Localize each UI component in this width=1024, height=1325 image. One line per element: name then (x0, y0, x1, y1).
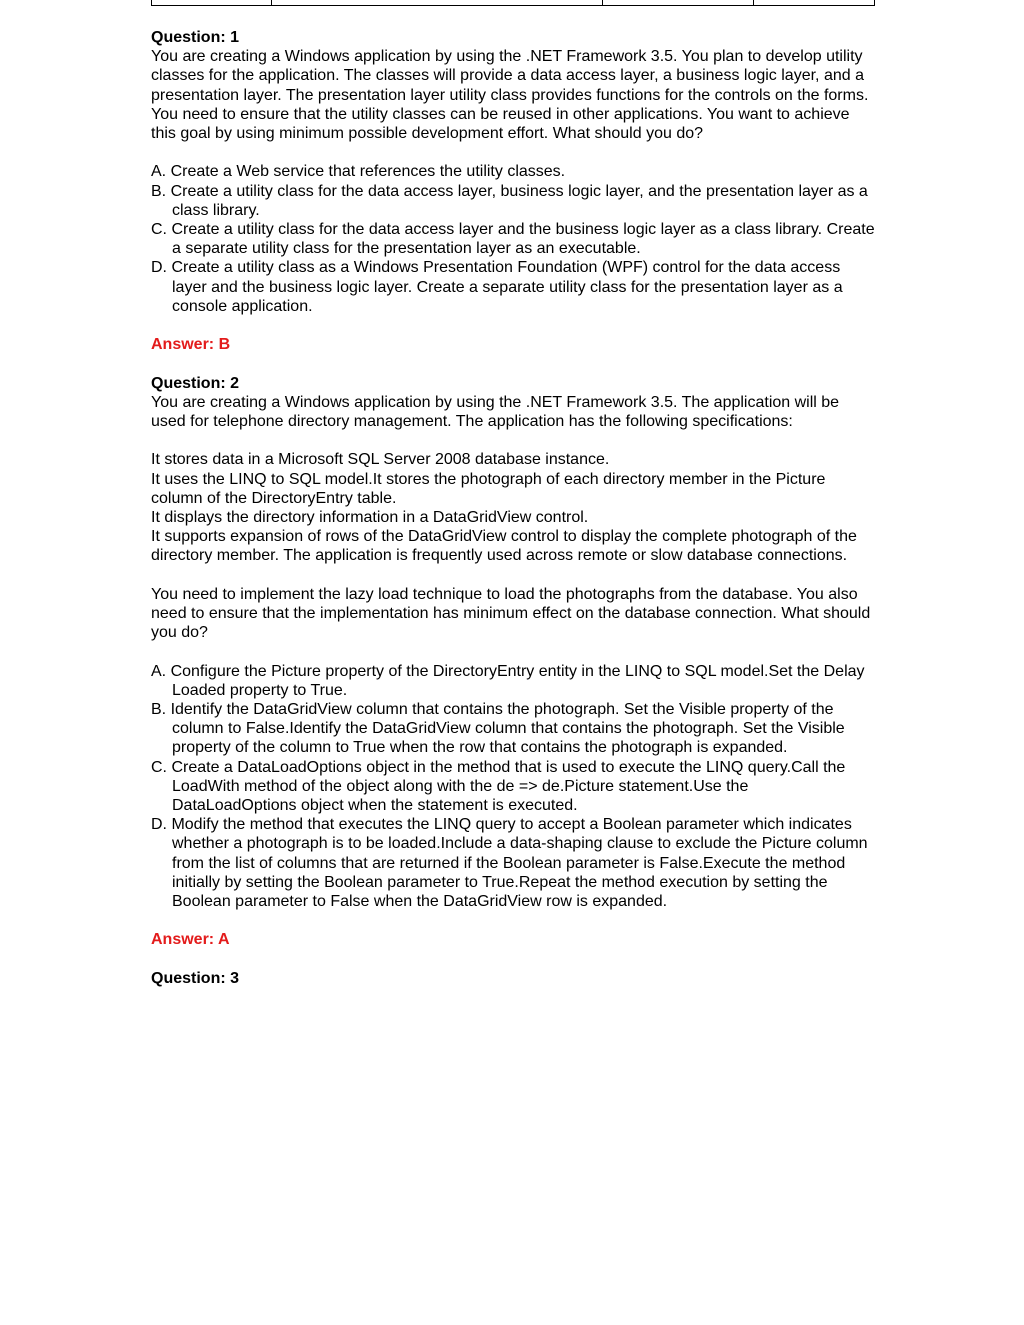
header-table-cell (152, 0, 272, 6)
option-d: D. Create a utility class as a Windows Presentation Foundation (WPF) control for the data access layer and the business logic layer. Create a separate utility class for the presentation layer as a console application. (151, 259, 843, 315)
answer-key: Answer: A (151, 931, 230, 949)
header-table-fragment (151, 0, 875, 6)
option-d: D. Modify the method that executes the LINQ query to accept a Boolean parameter which indicates whether a photograph is to be loaded.Include a data-shaping clause to exclude the Picture column from the list of columns that are returned if the Boolean parameter is False.Execute the method initially by setting the Boolean parameter to True.Repeat the method execution by setting the Boolean parameter to False when the DataGridView row is expanded. (151, 816, 868, 911)
header-table-row (152, 0, 875, 6)
answer-options (151, 162, 876, 316)
answer-options (151, 662, 876, 912)
option-a: A. Create a Web service that references the utility classes. (151, 163, 566, 181)
question-1 (151, 28, 876, 354)
question-text: You are creating a Windows application by using the .NET Framework 3.5. The application will be used for telephone directory management. The application has the following specifications: (151, 393, 840, 431)
option-b: B. Create a utility class for the data access layer, business logic layer, and the presentation layer as a class library. (151, 182, 868, 219)
question-2 (151, 374, 876, 950)
option-c: C. Create a DataLoadOptions object in the method that is used to execute the LINQ query.Call the LoadWith method of the object along with the de => de.Picture statement.Use the DataLoadOptions object when the statement is executed. (151, 758, 846, 815)
question-text: You are creating a Windows application by using the .NET Framework 3.5. You plan to develop utility classes for the application. The classes will provide a data access layer, a business logic layer, and a presentation layer. The presentation layer utility class provides functions for the controls on the forms. You need to ensure that the utility classes can be reused in other applications. You want to achieve this goal by using minimum possible development effort. What should you do? (151, 48, 869, 143)
header-table-cell (754, 0, 875, 6)
header-table-cell (603, 0, 754, 6)
specification-line: It supports expansion of rows of the DataGridView control to display the complete photograph of the directory member. The application is frequently used across remote or slow database connections. (151, 528, 857, 565)
specification-line: It uses the LINQ to SQL model.It stores the photograph of each directory member in the Picture column of the DirectoryEntry table. (151, 470, 826, 507)
option-a: A. Configure the Picture property of the DirectoryEntry entity in the LINQ to SQL model.Set the Delay Loaded property to True. (151, 662, 865, 699)
specification-line: It stores data in a Microsoft SQL Server 2008 database instance. (151, 451, 610, 469)
question-title: Question: 3 (151, 969, 240, 987)
header-table-cell (272, 0, 603, 6)
answer-key: Answer: B (151, 336, 231, 354)
question-prompt: You need to implement the lazy load technique to load the photographs from the database. You also need to ensure that the implementation has minimum effect on the database connection. What should you do? (151, 585, 871, 642)
option-b: B. Identify the DataGridView column that contains the photograph. Set the Visible property of the column to False.Identify the DataGridView column that contains the photograph. Set the Visible property of the column to True when the row that contains the photograph is expanded. (151, 701, 845, 757)
question-title: Question: 2 (151, 374, 240, 392)
option-c: C. Create a utility class for the data access layer and the business logic layer as a class library. Create a separate utility class for the presentation layer as an executable. (151, 221, 875, 258)
question-title: Question: 1 (151, 29, 240, 46)
specification-line: It displays the directory information in a DataGridView control. (151, 509, 589, 527)
question-3 (151, 969, 876, 988)
exam-content (151, 28, 876, 988)
